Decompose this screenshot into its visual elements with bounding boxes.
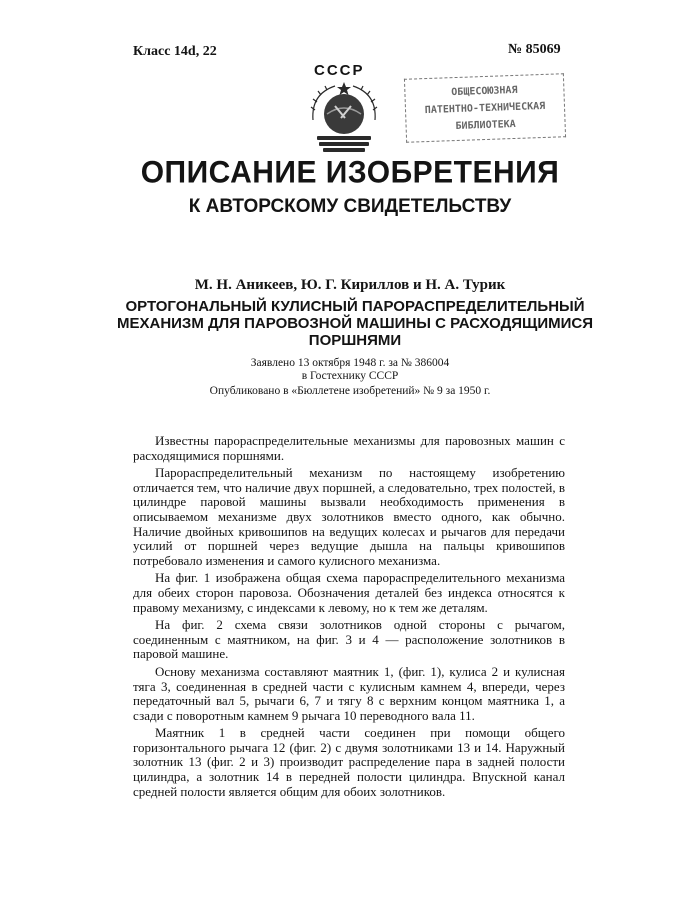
body-paragraph: Известны парораспределительные механизмы для паровозных машин с расходящимися поршнями. — [133, 433, 565, 463]
body-paragraph: На фиг. 2 схема связи золотников одной стороны с рычагом, соединенным с маятником, на фиг. 3 и 4 — расположение золотников в паровой машине. — [133, 617, 565, 662]
filed-line: в Гостехнику СССР — [301, 370, 399, 382]
class-label: Класс 14d, 22 — [133, 44, 217, 59]
patent-number: № 85069 — [508, 42, 561, 57]
document-subtitle: К АВТОРСКОМУ СВИДЕТЕЛЬСТВУ — [188, 196, 512, 217]
stamp-line: БИБЛИОТЕКА — [455, 118, 516, 133]
published-line: Опубликовано в «Бюллетене изобретений» № 9 за 1950 г. — [209, 385, 491, 397]
body-paragraph: На фиг. 1 изображена общая схема парораспределительного механизма для обеих сторон паровоза. Обозначения деталей без индекса относятся к правому механизму, с индексами к левому, но к тем же деталям. — [133, 570, 565, 615]
body-paragraph: Маятник 1 в средней части соединен при помощи общего горизонтального рычага 12 (фиг. 2) с двумя золотниками 13 и 14. Наружный золотник 13 (фиг. 2 и 3) производит распределение пара в задней полости цилиндра, а золотник 14 в передней полости цилиндра. Впускной канал средней полости является общим для обоих золотников. — [133, 725, 565, 799]
library-stamp — [404, 73, 566, 143]
invention-title: ОРТОГОНАЛЬНЫЙ КУЛИСНЫЙ ПАРОРАСПРЕДЕЛИТЕЛЬНЫЙ МЕХАНИЗМ ДЛЯ ПАРОВОЗНОЙ МАШИНЫ С РАСХОДЯЩИМИСЯ ПОРШНЯМИ — [116, 298, 593, 349]
filed-line: Заявлено 13 октября 1948 г. за № 386004 — [250, 357, 450, 369]
document-title: ОПИСАНИЕ ИЗОБРЕТЕНИЯ — [140, 155, 560, 190]
stamp-line: ПАТЕНТНО-ТЕХНИЧЕСКАЯ — [424, 100, 546, 117]
ussr-emblem-icon — [305, 80, 383, 154]
stamp-line: ОБЩЕСОЮЗНАЯ — [451, 84, 518, 99]
body-paragraph: Основу механизма составляют маятник 1, (фиг. 1), кулиса 2 и кулисная тяга 3, соединенная в средней части с кулисным камнем 4, впереди, через передаточный вал 5, рычаги 6, 7 и тягу 8 с верхним концом маятника 1, а сзади с поворотным камнем 9 рычага 10 переводного вала 11. — [133, 663, 565, 723]
description-body — [133, 434, 565, 802]
authors: М. Н. Аникеев, Ю. Г. Кириллов и Н. А. Турик — [194, 277, 506, 293]
body-paragraph: Парораспределительный механизм по настоящему изобретению отличается тем, что наличие двух поршней, а следовательно, трех полостей, в цилиндре паровой машины вызвали необходимость применения в описываемом механизме двух золотников вместо одного, как обычно. Наличие двойных кривошипов на ведущих колесах и рычагов для передачи усилий от поршней через ведущие дышла на пальцы кривошипов потребовало изменения и самого кулисного механизма. — [133, 465, 565, 568]
country-label: СССР — [314, 62, 365, 79]
